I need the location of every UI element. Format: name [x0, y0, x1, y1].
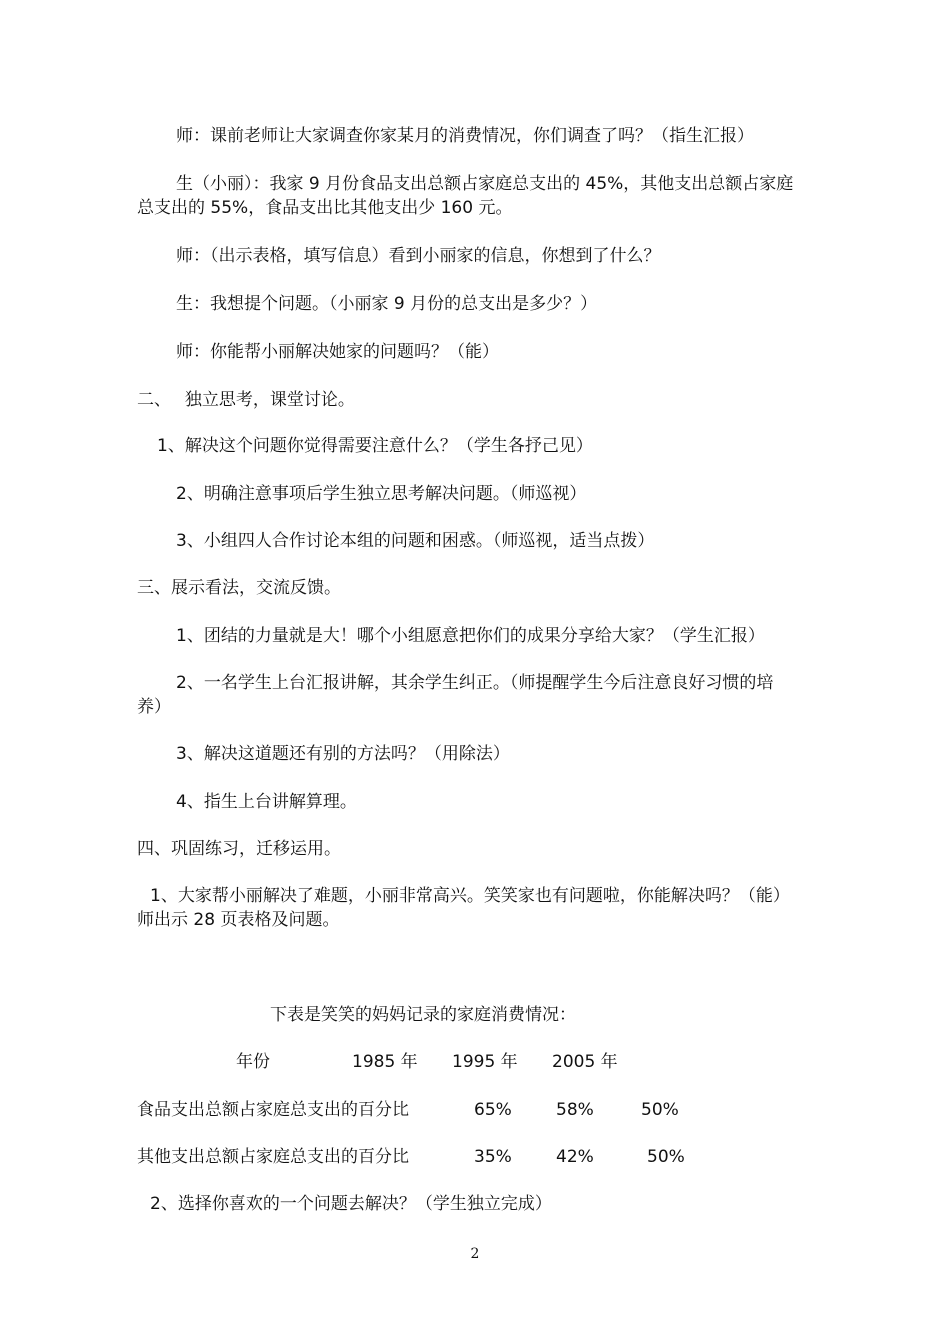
- list-item: 2、一名学生上台汇报讲解，其余学生纠正。（师提醒学生今后注意良好习惯的培: [176, 673, 774, 693]
- paragraph: 师：你能帮小丽解决她家的问题吗？（能）: [176, 342, 499, 362]
- table-cell: 58%: [556, 1100, 594, 1120]
- table-header-cell: 1995 年: [452, 1052, 518, 1072]
- table-header-cell: 1985 年: [352, 1052, 418, 1072]
- table-cell: 50%: [641, 1100, 679, 1120]
- paragraph: 师：课前老师让大家调查你家某月的消费情况，你们调查了吗？（指生汇报）: [176, 126, 754, 146]
- table-caption: 下表是笑笑的妈妈记录的家庭消费情况：: [270, 1005, 576, 1025]
- list-item: 3、小组四人合作讨论本组的问题和困惑。（师巡视，适当点拨）: [176, 531, 655, 551]
- paragraph: 师：（出示表格，填写信息）看到小丽家的信息，你想到了什么？: [176, 246, 661, 266]
- list-item: 1、大家帮小丽解决了难题，小丽非常高兴。笑笑家也有问题啦，你能解决吗？（能）: [150, 886, 790, 906]
- paragraph: 总支出的 55%，食品支出比其他支出少 160 元。: [137, 198, 513, 218]
- list-item: 2、明确注意事项后学生独立思考解决问题。（师巡视）: [176, 484, 587, 504]
- section-heading: 四、巩固练习，迁移运用。: [137, 839, 341, 859]
- table-row-label: 食品支出总额占家庭总支出的百分比: [137, 1100, 409, 1120]
- table-header-cell: 年份: [236, 1052, 270, 1072]
- list-item: 1、团结的力量就是大！哪个小组愿意把你们的成果分享给大家？（学生汇报）: [176, 626, 765, 646]
- closing-item: 2、选择你喜欢的一个问题去解决？（学生独立完成）: [150, 1194, 552, 1214]
- table-header-cell: 2005 年: [552, 1052, 618, 1072]
- table-cell: 35%: [474, 1147, 512, 1167]
- page-number: 2: [470, 1246, 480, 1262]
- paragraph: 生：我想提个问题。（小丽家 9 月份的总支出是多少？）: [176, 294, 598, 314]
- table-row-label: 其他支出总额占家庭总支出的百分比: [137, 1147, 409, 1167]
- list-item-continuation: 师出示 28 页表格及问题。: [137, 910, 340, 930]
- list-item-continuation: 养）: [137, 697, 171, 717]
- table-cell: 50%: [647, 1147, 685, 1167]
- paragraph: 生（小丽）：我家 9 月份食品支出总额占家庭总支出的 45%，其他支出总额占家庭: [176, 174, 794, 194]
- list-item: 4、指生上台讲解算理。: [176, 792, 357, 812]
- list-item: 3、解决这道题还有别的方法吗？（用除法）: [176, 744, 510, 764]
- table-cell: 42%: [556, 1147, 594, 1167]
- section-heading: 三、展示看法，交流反馈。: [137, 578, 341, 598]
- table-cell: 65%: [474, 1100, 512, 1120]
- list-item: 1、解决这个问题你觉得需要注意什么？（学生各抒己见）: [157, 436, 593, 456]
- section-heading: 二、 独立思考，课堂讨论。: [137, 390, 355, 410]
